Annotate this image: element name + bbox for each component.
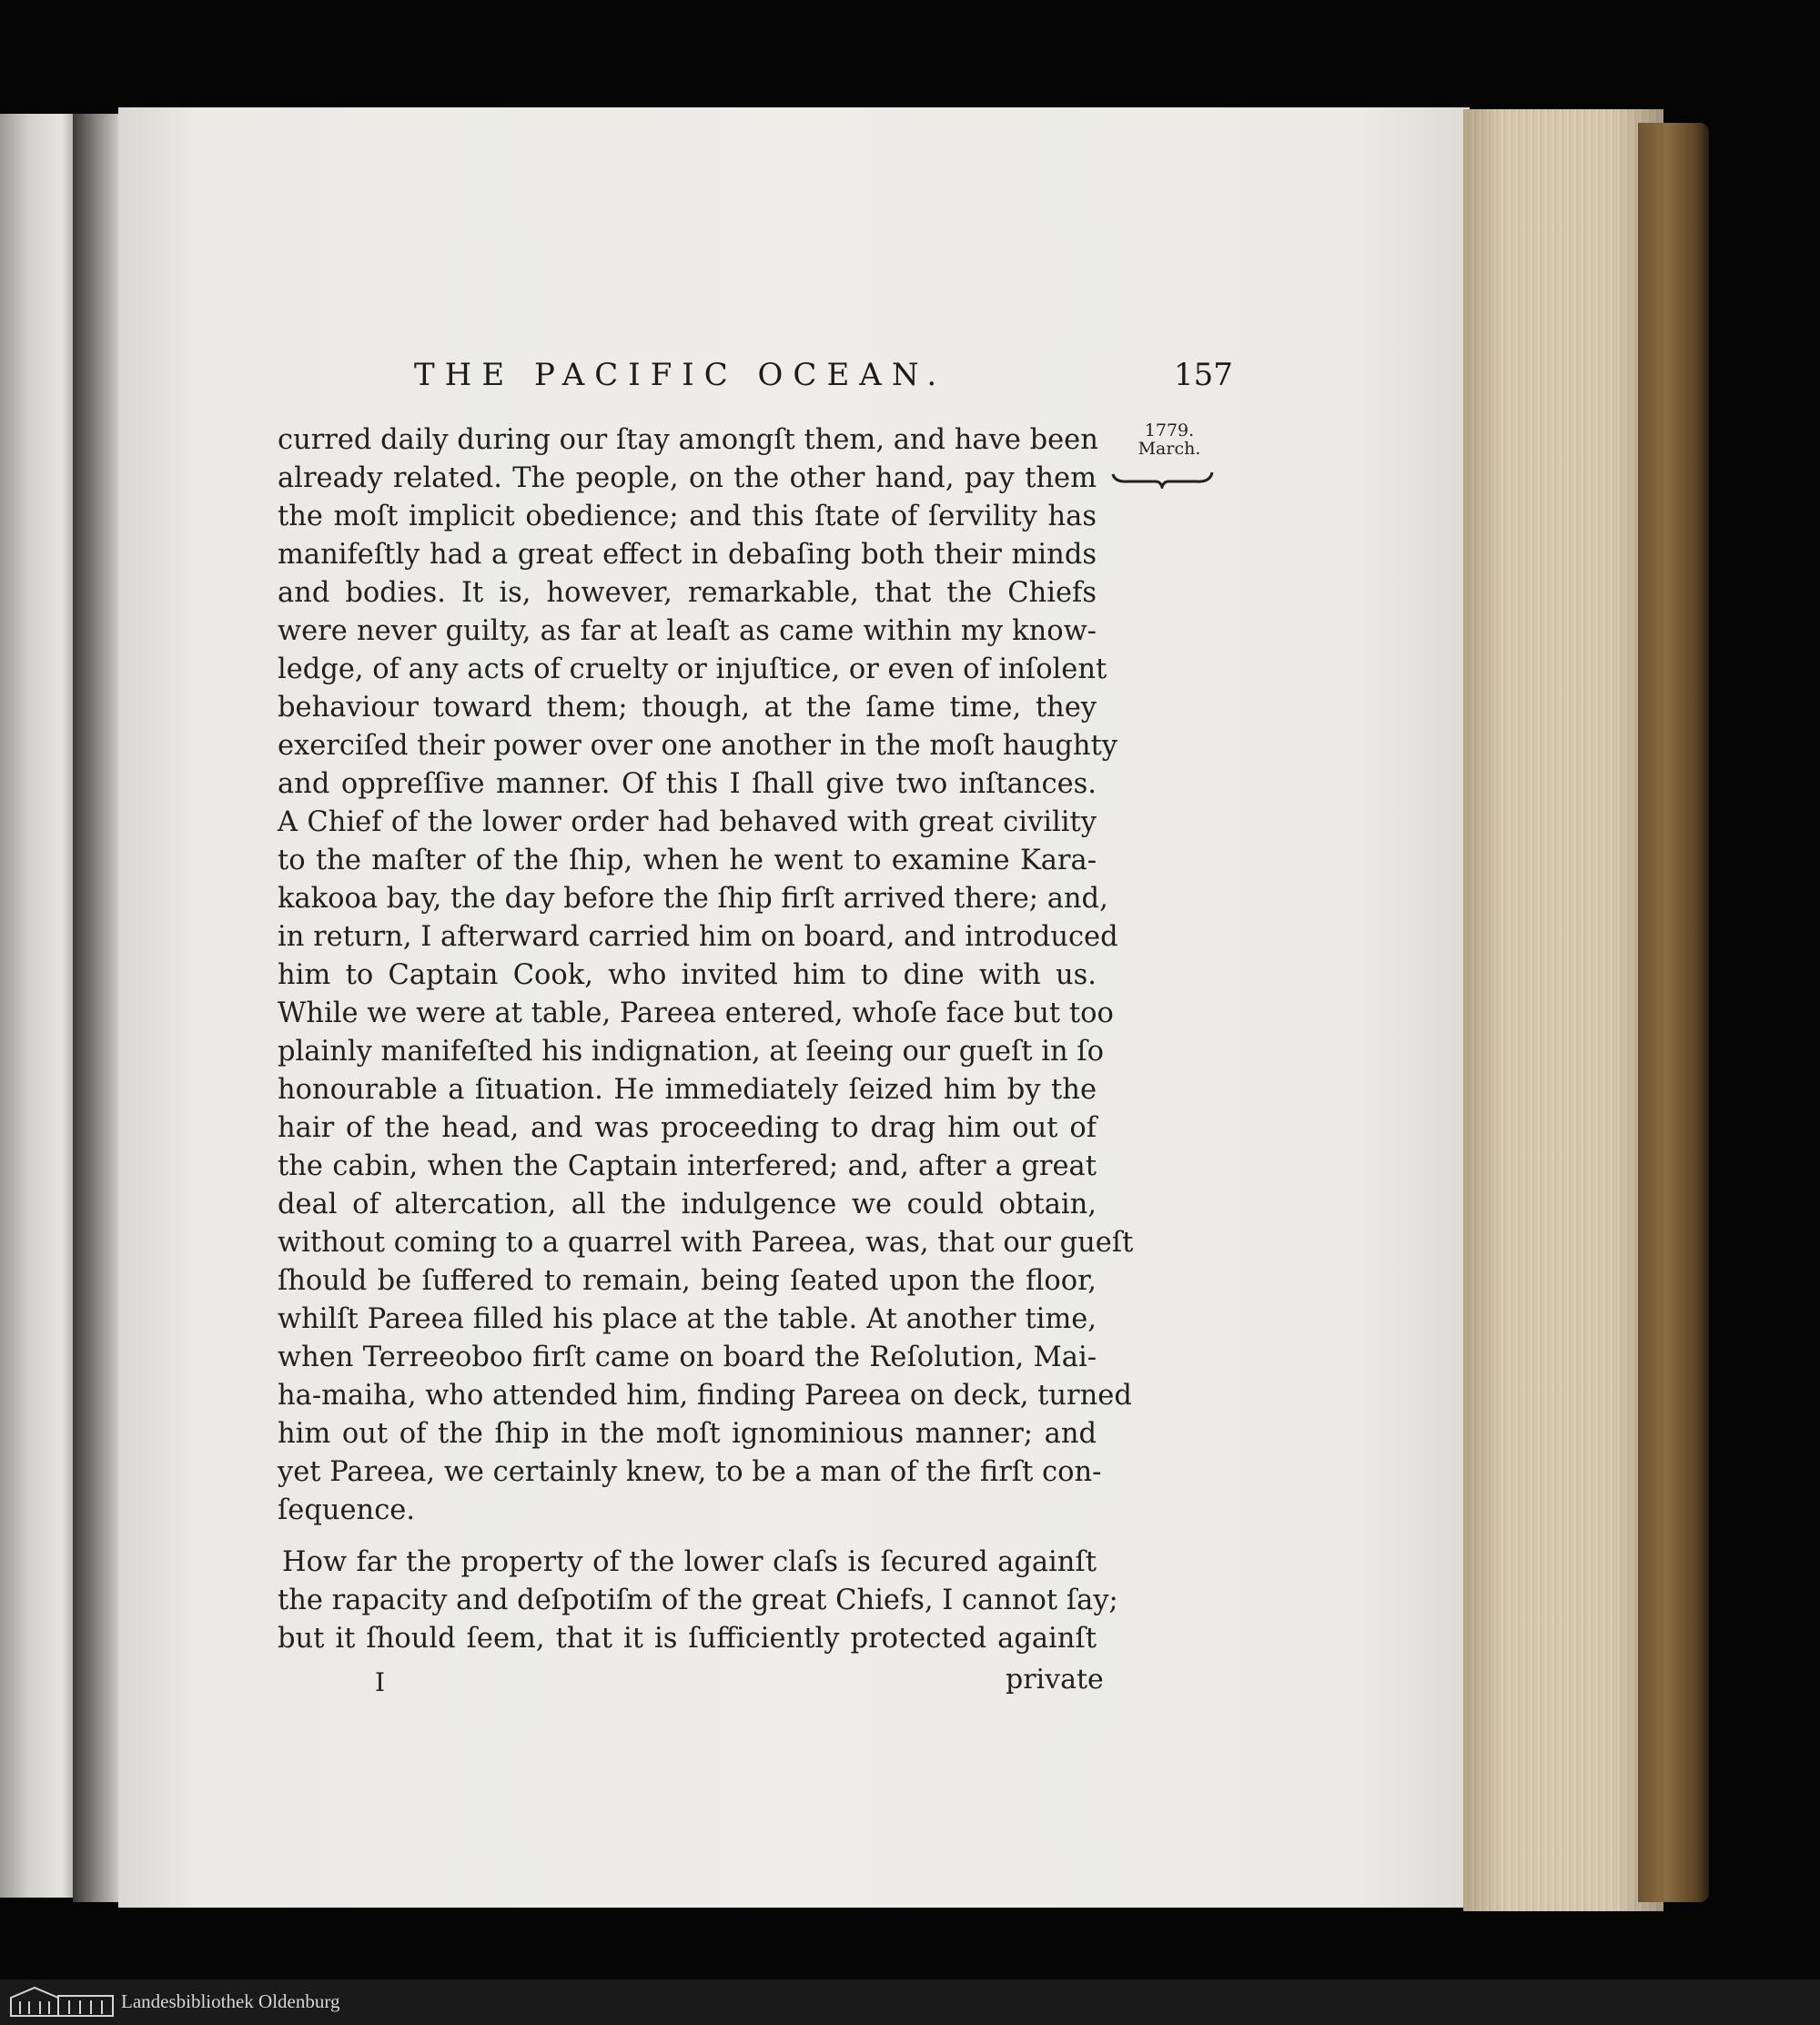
text-line: How far the property of the lower claſs is ſecured againſt <box>282 1546 1097 1578</box>
text-line: honourable a ſituation. He immediately ſeized him by the <box>278 1074 1097 1106</box>
text-line: yet Pareea, we certainly knew, to be a man of the firſt con- <box>278 1456 1102 1488</box>
text-line: him to Captain Cook, who invited him to dine with us. <box>278 959 1097 991</box>
text-line: were never guilty, as far at leaſt as came within my know- <box>278 615 1097 647</box>
text-line: ledge, of any acts of cruelty or injuſtice, or even of inſolent <box>278 653 1107 685</box>
margin-note-month: March. <box>1138 439 1201 459</box>
text-line: already related. The people, on the other hand, pay them <box>278 462 1097 494</box>
text-line: when Terreeoboo firſt came on board the Reſolution, Mai- <box>278 1342 1097 1373</box>
text-line: and bodies. It is, however, remarkable, that the Chiefs <box>278 577 1097 609</box>
text-line: in return, I afterward carried him on board, and introduced <box>278 921 1118 953</box>
text-line: without coming to a quarrel with Pareea, was, that our gueſt <box>278 1227 1134 1259</box>
footer-library-name: Landesbibliothek Oldenburg <box>121 1990 340 2012</box>
text-line: curred daily during our ſtay amongſt them, and have been <box>278 424 1098 456</box>
text-line: to the maſter of the ſhip, when he went to examine Kara- <box>278 845 1097 876</box>
text-line: plainly manifeſted his indignation, at ſeeing our gueſt in ſo <box>278 1036 1105 1068</box>
text-line: kakooa bay, the day before the ſhip firſt arrived there; and, <box>278 883 1108 915</box>
margin-note-year: 1779. <box>1144 420 1195 440</box>
footer-bar <box>0 1979 1820 2025</box>
text-line: the moſt implicit obedience; and this ſtate of ſervility has <box>278 501 1097 532</box>
text-line: hair of the head, and was proceeding to drag him out of <box>278 1112 1097 1144</box>
text-line: ſequence. <box>278 1494 416 1526</box>
text-line: him out of the ſhip in the moſt ignominious manner; and <box>278 1418 1097 1450</box>
text-line: exerciſed their power over one another in the moſt haughty <box>278 730 1118 762</box>
paragraph-1 <box>278 421 1134 1530</box>
library-building-icon <box>7 1985 116 2018</box>
text-line: ſhould be ſuffered to remain, being ſeated upon the floor, <box>278 1265 1097 1297</box>
book-cover <box>1638 123 1709 1902</box>
page-number: 157 <box>1174 357 1233 393</box>
running-head: THE PACIFIC OCEAN. <box>414 357 947 393</box>
left-page-edge <box>0 114 73 1898</box>
book-gutter <box>73 114 118 1902</box>
text-line: whilſt Pareea filled his place at the table. At another time, <box>278 1303 1097 1335</box>
text-line: While we were at table, Pareea entered, whoſe face but too <box>278 997 1114 1029</box>
text-line: manifeſtly had a great effect in debaſing both their minds <box>278 539 1097 571</box>
text-line: A Chief of the lower order had behaved with great civility <box>278 806 1097 838</box>
text-line: behaviour toward them; though, at the ſame time, they <box>278 692 1097 724</box>
text-line: and oppreſſive manner. Of this I ſhall give two inſtances. <box>278 768 1097 800</box>
margin-note <box>1133 421 1206 458</box>
text-line: deal of altercation, all the indulgence we could obtain, <box>278 1189 1097 1220</box>
text-line: the rapacity and deſpotiſm of the great Chiefs, I cannot ſay; <box>278 1585 1118 1616</box>
text-line: the cabin, when the Captain interfered; and, after a great <box>278 1150 1097 1182</box>
body-text <box>278 421 1134 1658</box>
catchword: private <box>1006 1664 1104 1696</box>
text-line: but it ſhould ſeem, that it is ſufficiently protected againſt <box>278 1623 1097 1655</box>
margin-brace-icon <box>1110 469 1215 489</box>
text-line: ha-maiha, who attended him, finding Pareea on deck, turned <box>278 1380 1132 1412</box>
signature-mark: I <box>375 1667 386 1697</box>
paragraph-2 <box>278 1544 1118 1658</box>
